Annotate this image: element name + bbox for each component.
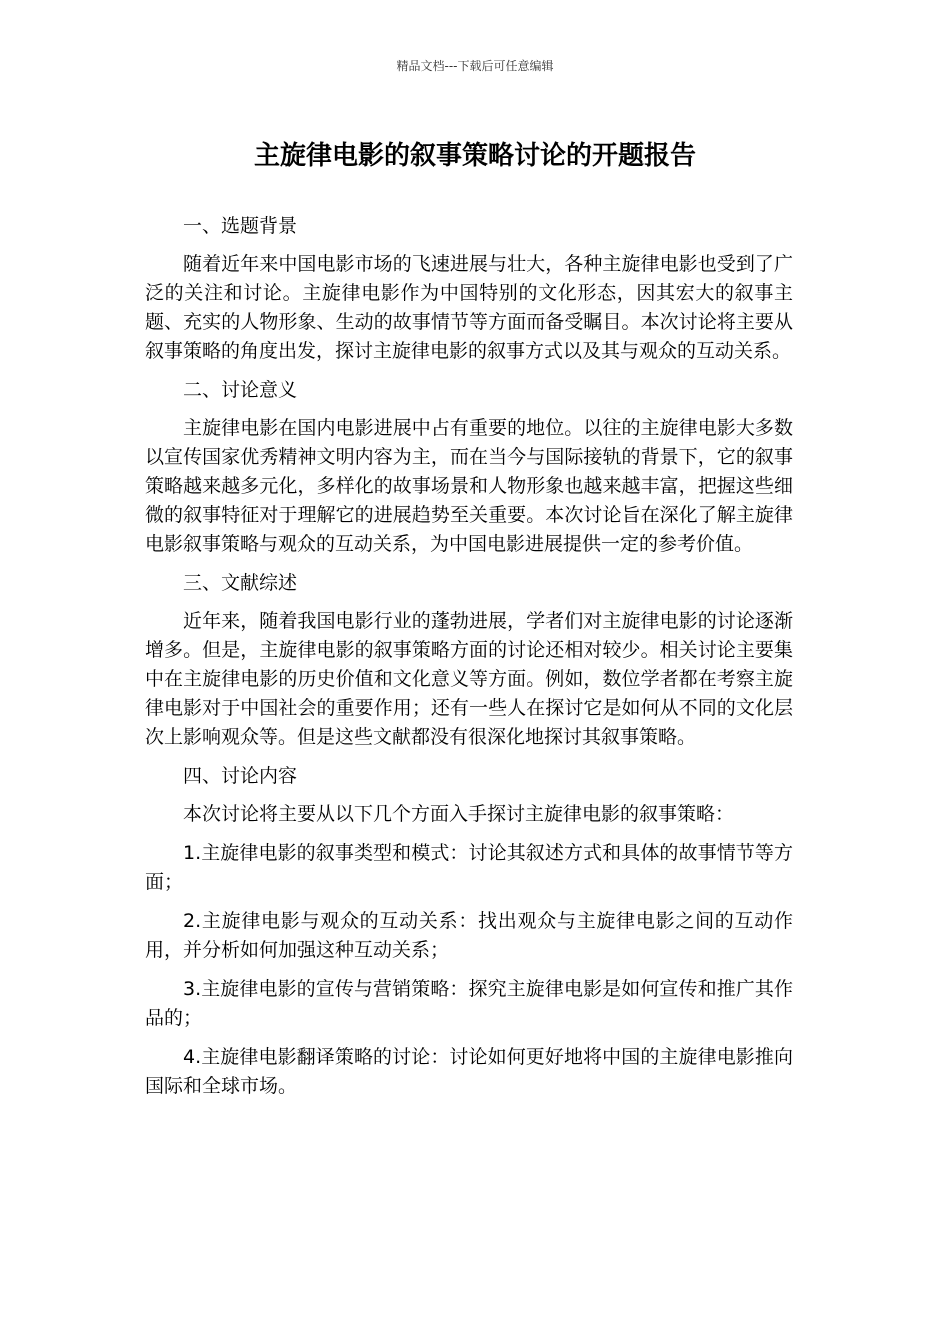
list-item-4: 4.主旋律电影翻译策略的讨论：讨论如何更好地将中国的主旋律电影推向国际和全球市场。 <box>145 1046 793 1097</box>
list-item-3: 3.主旋律电影的宣传与营销策略：探究主旋律电影是如何宣传和推广其作品的； <box>145 978 793 1029</box>
section-heading-significance: 二、讨论意义 <box>183 379 298 401</box>
list-item-1: 1.主旋律电影的叙事类型和模式：讨论其叙述方式和具体的故事情节等方面； <box>145 842 793 893</box>
paragraph-background: 随着近年来中国电影市场的飞速进展与壮大，各种主旋律电影也受到了广泛的关注和讨论。主旋律电影作为中国特别的文化形态，因其宏大的叙事主题、充实的人物形象、生动的故事情节等方面而备受瞩目。本次讨论将主要从叙事策略的角度出发，探讨主旋律电影的叙事方式以及其与观众的互动关系。 <box>145 253 793 362</box>
section-heading-content: 四、讨论内容 <box>183 765 298 787</box>
paragraph-content-intro: 本次讨论将主要从以下几个方面入手探讨主旋律电影的叙事策略： <box>183 803 735 825</box>
section-heading-literature-review: 三、文献综述 <box>183 572 298 594</box>
document-body <box>145 212 793 1111</box>
section-heading-background: 一、选题背景 <box>183 215 298 237</box>
paragraph-significance: 主旋律电影在国内电影进展中占有重要的地位。以往的主旋律电影大多数以宣传国家优秀精神文明内容为主，而在当今与国际接轨的背景下，它的叙事策略越来越多元化，多样化的故事场景和人物形象也越来越丰富，把握这些细微的叙事特征对于理解它的进展趋势至关重要。本次讨论旨在深化了解主旋律电影叙事策略与观众的互动关系，为中国电影进展提供一定的参考价值。 <box>145 417 793 555</box>
header-note: 精品文档---下载后可任意编辑 <box>396 59 554 73</box>
list-item-2: 2.主旋律电影与观众的互动关系：找出观众与主旋律电影之间的互动作用，并分析如何加强这种互动关系； <box>145 910 793 961</box>
document-title: 主旋律电影的叙事策略讨论的开题报告 <box>253 141 696 171</box>
paragraph-literature-review: 近年来，随着我国电影行业的蓬勃进展，学者们对主旋律电影的讨论逐渐增多。但是，主旋律电影的叙事策略方面的讨论还相对较少。相关讨论主要集中在主旋律电影的历史价值和文化意义等方面。例如，数位学者都在考察主旋律电影对于中国社会的重要作用；还有一些人在探讨它是如何从不同的文化层次上影响观众等。但是这些文献都没有很深化地探讨其叙事策略。 <box>145 610 793 748</box>
